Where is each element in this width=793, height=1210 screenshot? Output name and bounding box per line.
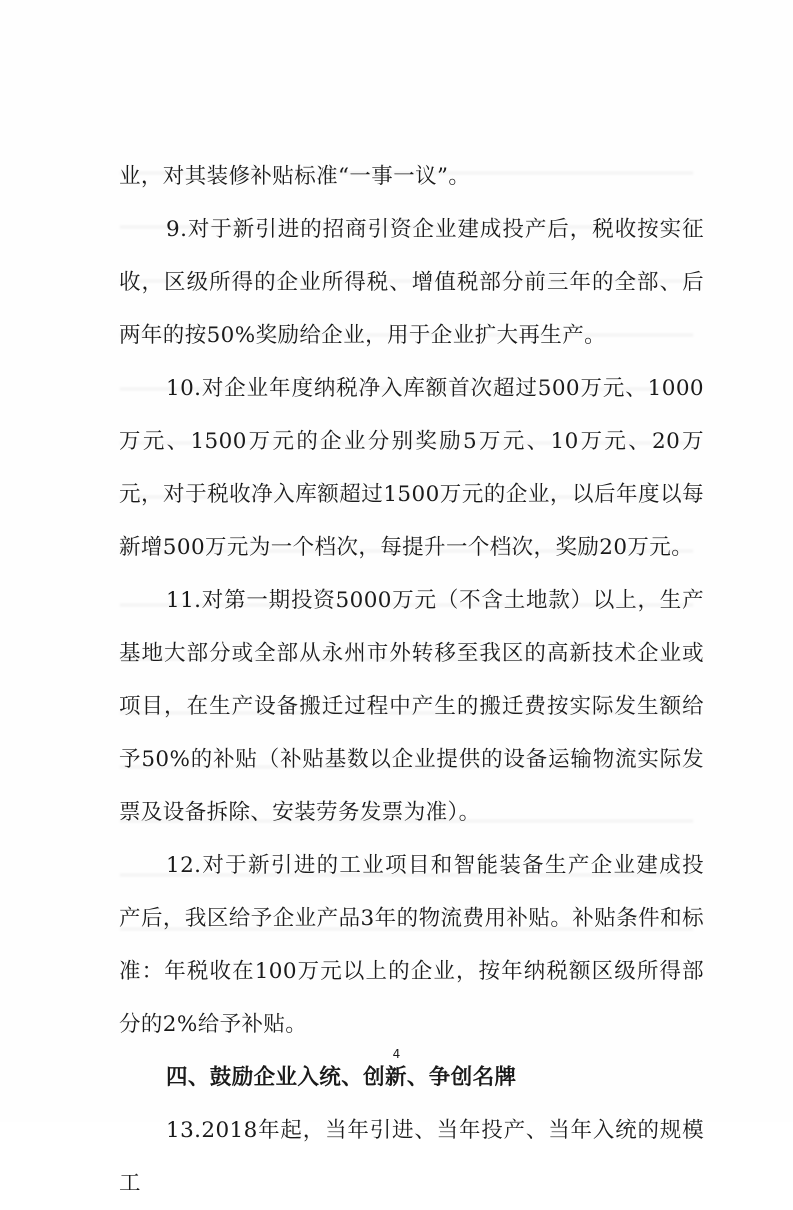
paragraph-item-13: 13.2018年起，当年引进、当年投产、当年入统的规模工	[119, 1118, 704, 1196]
paragraph-item-9: 9.对于新引进的招商引资企业建成投产后，税收按实征收，区级所得的企业所得税、增值税部分前三年的全部、后两年的按50%奖励给企业，用于企业扩大再生产。	[119, 217, 704, 348]
paragraph-item-11: 11.对第一期投资5000万元（不含土地款）以上，生产基地大部分或全部从永州市外转移至我区的高新技术企业或项目，在生产设备搬迁过程中产生的搬迁费按实际发生额给予50%的补贴（补贴基数以企业提供的设备运输物流实际发票及设备拆除、安装劳务发票为准）。	[119, 588, 704, 825]
page-number: 4	[392, 1047, 401, 1061]
paragraph-continuation: 业，对其装修补贴标准“一事一议”。	[119, 164, 471, 189]
paragraph-item-10: 10.对企业年度纳税净入库额首次超过500万元、1000万元、1500万元的企业分别奖励5万元、10万元、20万元，对于税收净入库额超过1500万元的企业，以后年度以每新增500万元为一个档次，每提升一个档次，奖励20万元。	[119, 376, 704, 560]
paragraph-item-12: 12.对于新引进的工业项目和智能装备生产企业建成投产后，我区给予企业产品3年的物流费用补贴。补贴条件和标准：年税收在100万元以上的企业，按年纳税额区级所得部分的2%给予补贴。	[119, 853, 704, 1037]
section-heading: 四、鼓励企业入统、创新、争创名牌	[166, 1065, 517, 1090]
